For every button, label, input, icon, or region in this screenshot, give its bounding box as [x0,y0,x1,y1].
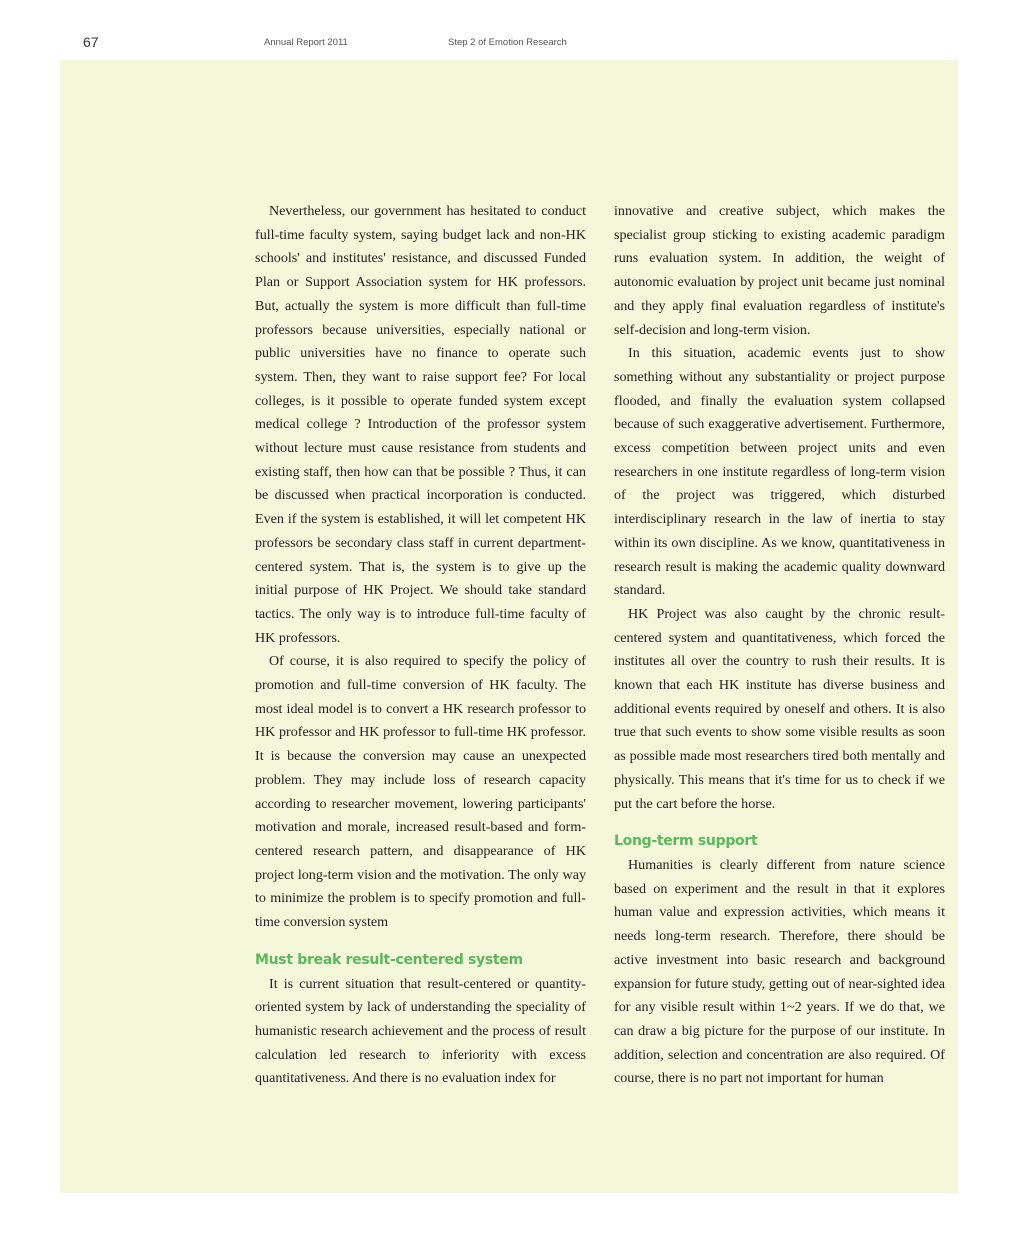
section-title: Step 2 of Emotion Research [448,37,567,48]
paragraph: It is current situation that result-centered or quantity-oriented system by lack of understanding the speciality of humanistic research achievement and the process of result calculation led research to inferiority with excess quantitativeness. And there is no evaluation index for [255,975,586,1087]
content-panel [60,60,958,1193]
section-heading: Long-term support [614,833,758,850]
paragraph: Humanities is clearly different from nature science based on experiment and the result in that it explores human value and expression activities, which means it needs long-term research. Therefore, there should be active investment into basic research and background expansion for future study, getting out of near-sighted idea for any visible result within 1~2 years. If we do that, we can draw a big picture for the purpose of our institute. In addition, selection and concentration are also required. Of course, there is no part not important for human [614,856,945,1087]
paragraph: Of course, it is also required to specify the policy of promotion and full-time conversion of HK faculty. The most ideal model is to convert a HK research professor to HK professor and HK professor to full-time HK professor. It is because the conversion may cause an unexpected problem. They may include loss of research capacity according to researcher movement, lowering participants' motivation and morale, increased result-based and form-centered research pattern, and disappearance of HK project long-term vision and the motivation. The only way to minimize the problem is to specify promotion and full-time conversion system [255,653,586,931]
publication-title: Annual Report 2011 [264,37,348,48]
page-number: 67 [83,34,99,50]
paragraph: In this situation, academic events just to show something without any substantiality or project purpose flooded, and finally the evaluation system collapsed because of such exaggerative advertisement. Furthermore, excess competition between project units and even researchers in one institute regardless of long-term vision of the project was triggered, which disturbed interdisciplinary research in the law of inertia to stay within its own discipline. As we know, quantitativeness in research result is making the academic quality downward standard. [614,345,945,599]
left-column [255,200,586,1091]
paragraph: innovative and creative subject, which makes the specialist group sticking to existing academic paradigm runs evaluation system. In addition, the weight of autonomic evaluation by project unit became just nominal and they apply final evaluation regardless of institute's self-decision and long-term vision. [614,203,945,338]
paragraph: HK Project was also caught by the chronic result-centered system and quantitativeness, which forced the institutes all over the country to rush their results. It is known that each HK institute has diverse business and additional events required by oneself and others. It is also true that such events to show some visible results as soon as possible made most researchers tired both mentally and physically. This means that it's time for us to check if we put the cart before the horse. [614,605,945,812]
section-heading: Must break result-centered system [255,951,523,968]
right-column [614,200,945,1091]
paragraph: Nevertheless, our government has hesitated to conduct full-time faculty system, saying budget lack and non-HK schools' and institutes' resistance, and discussed Funded Plan or Support Association system for HK professors. But, actually the system is more difficult than full-time professors because universities, especially national or public universities have no finance to operate such system. Then, they want to raise support fee? For local colleges, is it possible to operate funded system except medical college ? Introduction of the professor system without lecture must cause resistance from students and existing staff, then how can that be possible ? Thus, it can be discussed when practical incorporation is conducted. Even if the system is established, it will let competent HK professors be secondary class staff in current department-centered system. That is, the system is to give up the initial purpose of HK Project. We should take standard tactics. The only way is to introduce full-time faculty of HK professors. [255,203,586,646]
